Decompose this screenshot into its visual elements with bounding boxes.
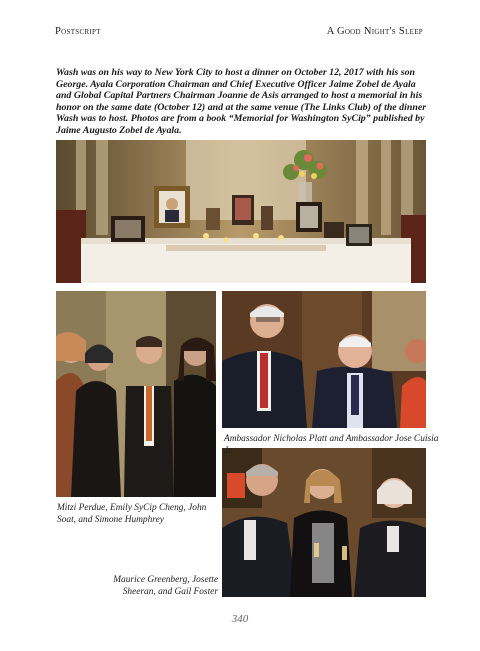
caption-platt-cuisia: Ambassador Nicholas Platt and Ambassador Jose Cuisia Jr.: [224, 434, 439, 456]
caption-greenberg-group: Maurice Greenberg, Josette Sheeran, and Gail Foster: [113, 575, 218, 597]
memorial-table-photo: [56, 140, 426, 283]
caption-perdue-group: Mitzi Perdue, Emily SyCip Cheng, John Soat, and Simone Humphrey: [57, 503, 207, 525]
platt-cuisia-photo: [222, 291, 426, 428]
running-header-left: Postscript: [55, 26, 101, 37]
page-number: 340: [231, 613, 249, 625]
intro-paragraph: Wash was on his way to New York City to host a dinner on October 12, 2017 with his son George. Ayala Corporation Chairman and Chief Executive Officer Jaime Zobel de Ayala and Global Capital Partners Chairman Joanne de Asis arranged to host a memorial in his honor on the same date (October 12) and at the same venue (The Links Club) of the dinner Wash was to host. Photos are from a book “Memorial for Washington SyCip” published by Jaime Augusto Zobel de Ayala.: [56, 67, 427, 136]
perdue-group-photo: [56, 291, 216, 497]
greenberg-group-photo: [222, 448, 426, 597]
running-header-right: A Good Night's Sleep: [326, 26, 423, 37]
